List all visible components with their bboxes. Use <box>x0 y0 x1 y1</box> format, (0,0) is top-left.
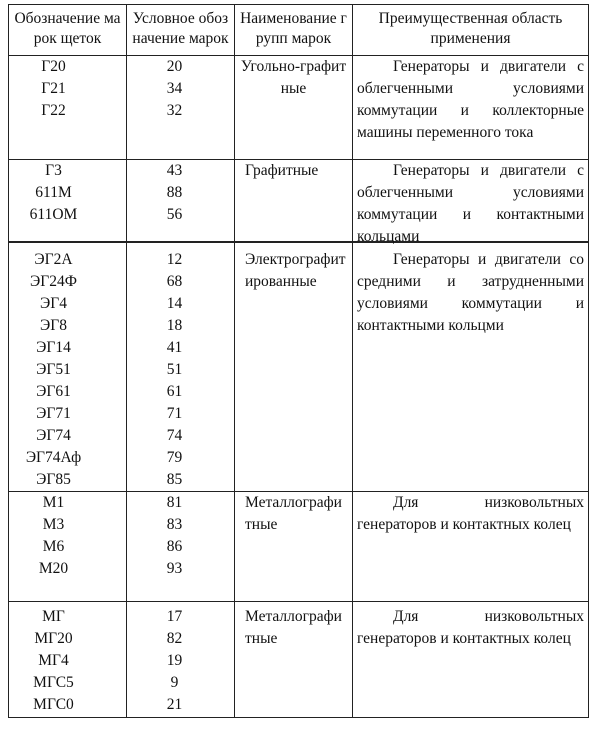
brush-mark: МГС5 <box>33 674 74 691</box>
application-text: Для низковольтных генераторов и контактных колец <box>357 494 584 533</box>
group-name-cell <box>235 492 353 602</box>
group-name: Металлографитные <box>245 608 342 647</box>
mark-code: 85 <box>166 470 183 488</box>
mark-code: 32 <box>166 102 183 119</box>
brush-mark: ЭГ51 <box>36 360 71 378</box>
table-row <box>9 242 589 492</box>
brush-mark: Г20 <box>41 58 66 75</box>
table-row <box>9 160 589 242</box>
table-row <box>9 492 589 602</box>
application-text: Для низковольтных генераторов и контактных колец <box>357 608 584 647</box>
brush-mark: 611ОМ <box>29 206 78 223</box>
mark-code: 21 <box>166 696 183 713</box>
brush-mark: МГ20 <box>34 630 73 647</box>
brush-mark: МГ4 <box>38 652 69 669</box>
mark-code: 86 <box>166 538 183 555</box>
brush-mark: МГ <box>42 608 65 625</box>
mark-code: 79 <box>166 448 183 466</box>
mark-code: 18 <box>166 316 183 334</box>
brush-mark: ЭГ14 <box>36 338 71 356</box>
mark-code: 71 <box>166 404 183 422</box>
mark-code: 41 <box>166 338 183 356</box>
brush-mark: ЭГ85 <box>36 470 71 488</box>
mark-code: 20 <box>166 58 183 75</box>
brush-mark: М6 <box>42 538 65 555</box>
mark-code: 34 <box>166 80 183 97</box>
brush-mark: Г22 <box>41 102 66 119</box>
application-cell <box>353 602 589 718</box>
marks-cell <box>9 160 127 242</box>
mark-code: 43 <box>166 162 183 179</box>
brush-mark: МГС0 <box>33 696 74 713</box>
brush-mark: ЭГ74Аф <box>25 448 82 466</box>
group-name: Металлографитные <box>245 494 342 533</box>
application-cell <box>353 160 589 245</box>
brush-mark: ЭГ4 <box>40 294 67 312</box>
mark-code: 51 <box>166 360 183 378</box>
mark-code: 17 <box>166 608 183 625</box>
brush-mark: Г3 <box>45 162 62 179</box>
mark-code: 68 <box>166 272 183 290</box>
mark-code: 93 <box>166 560 183 577</box>
group-name: Угольно-графитные <box>240 58 347 97</box>
brush-mark: ЭГ24Ф <box>30 272 77 290</box>
mark-code: 74 <box>166 426 183 444</box>
application-text: Генераторы и двигатели с облегченными условиями коммутации и контактными кольцами <box>357 162 584 245</box>
brush-mark: М3 <box>42 516 65 533</box>
brush-mark: ЭГ61 <box>36 382 71 400</box>
mark-code: 61 <box>166 382 183 400</box>
brush-grades-table <box>8 4 589 718</box>
table-header-row <box>9 5 589 56</box>
mark-code: 82 <box>166 630 183 647</box>
brush-mark: ЭГ8 <box>40 316 67 334</box>
brush-mark: М1 <box>42 494 65 511</box>
group-name-cell <box>235 56 353 160</box>
marks-cell <box>9 602 127 718</box>
mark-code: 83 <box>166 516 183 533</box>
brush-mark: 611М <box>35 184 72 201</box>
mark-code: 19 <box>166 652 183 669</box>
application-cell <box>353 242 589 492</box>
application-cell <box>353 492 589 602</box>
table-row <box>9 602 589 718</box>
brush-mark: ЭГ71 <box>36 404 71 422</box>
application-text: Генераторы и двигатели с облегченными условиями коммутации и коллекторные машины переменного тока <box>357 58 584 141</box>
brush-mark: Г21 <box>41 80 66 97</box>
header-conditional-code: Условное обозначение марок <box>127 5 235 56</box>
codes-cell <box>127 160 235 242</box>
mark-code: 14 <box>166 294 183 312</box>
header-group-name: Наименование групп марок <box>235 5 353 56</box>
mark-code: 56 <box>166 206 183 223</box>
header-brush-marks: Обозначение марок щеток <box>9 5 127 56</box>
mark-code: 81 <box>166 494 183 511</box>
document-page <box>8 4 588 718</box>
mark-code: 9 <box>170 674 179 691</box>
codes-cell <box>127 602 235 718</box>
table-row <box>9 56 589 160</box>
codes-cell <box>127 242 235 492</box>
brush-mark: ЭГ74 <box>36 426 71 444</box>
group-name-cell <box>235 602 353 718</box>
application-cell <box>353 56 589 160</box>
mark-code: 88 <box>166 184 183 201</box>
group-name: Графитные <box>245 162 319 179</box>
mark-code: 12 <box>166 250 183 268</box>
marks-cell <box>9 242 127 492</box>
application-text: Генераторы и двигатели со средними и затрудненными условиями коммутации и контактными кольцми <box>357 250 584 334</box>
brush-mark: М20 <box>38 560 69 577</box>
brush-mark: ЭГ2А <box>34 250 73 268</box>
marks-cell <box>9 56 127 160</box>
marks-cell <box>9 492 127 602</box>
group-name: Электрографитированные <box>245 250 346 290</box>
codes-cell <box>127 56 235 160</box>
codes-cell <box>127 492 235 602</box>
header-application-area: Преимущественная область применения <box>353 5 589 56</box>
group-name-cell <box>235 160 353 242</box>
group-name-cell <box>235 242 353 492</box>
